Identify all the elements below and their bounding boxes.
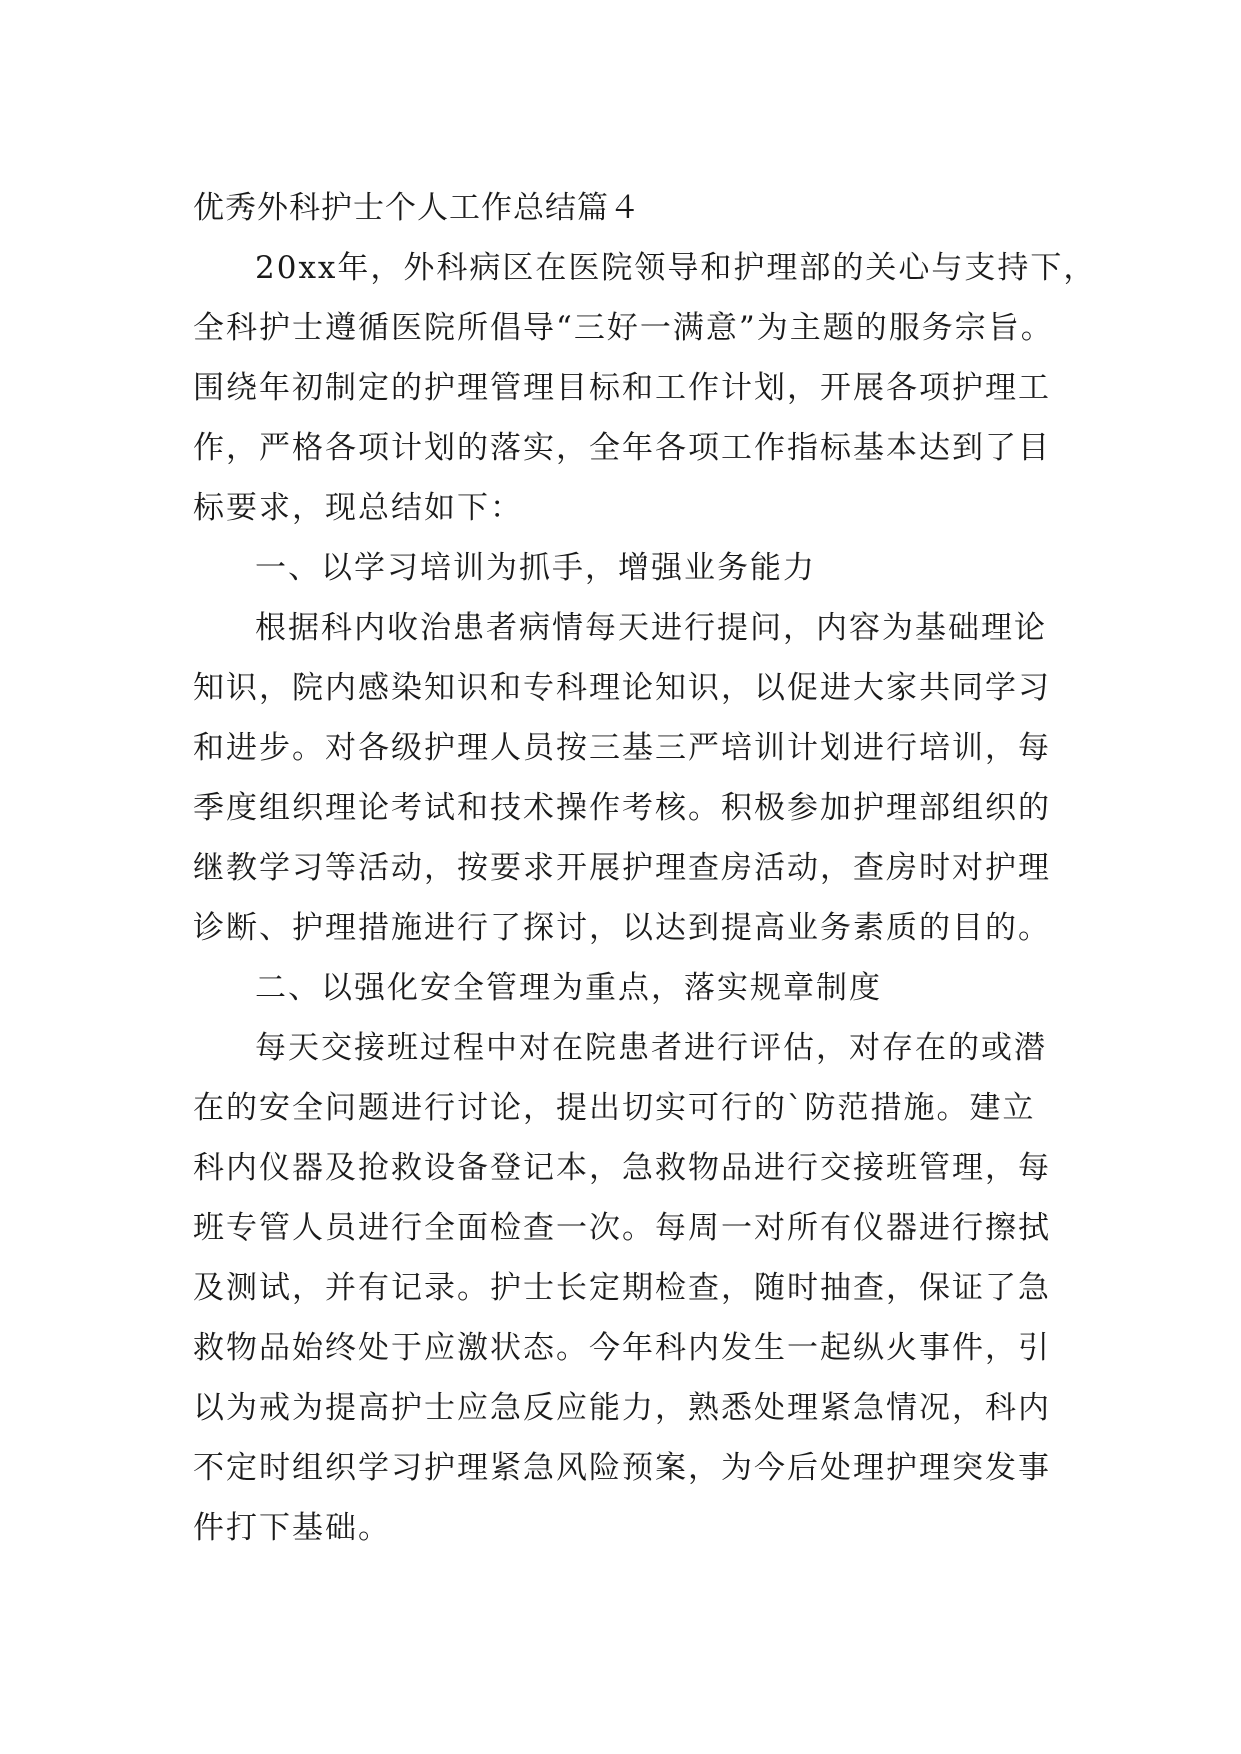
paragraph-line: 件打下基础。 [193, 1510, 391, 1546]
paragraph-line: 全科护士遵循医院所倡导“三好一满意”为主题的服务宗旨。 [193, 310, 1054, 346]
paragraph-line: 标要求，现总结如下： [193, 490, 523, 526]
paragraph-line: 在的安全问题进行讨论，提出切实可行的`防范措施。建立 [193, 1090, 1036, 1126]
section-heading: 二、以强化安全管理为重点，落实规章制度 [255, 970, 882, 1006]
paragraph-line: 及测试，并有记录。护士长定期检查，随时抽查，保证了急 [193, 1270, 1051, 1306]
paragraph-line: 知识，院内感染知识和专科理论知识，以促进大家共同学习 [193, 670, 1051, 706]
paragraph-line: 班专管人员进行全面检查一次。每周一对所有仪器进行擦拭 [193, 1210, 1051, 1246]
paragraph-line: 每天交接班过程中对在院患者进行评估，对存在的或潜 [255, 1030, 1047, 1066]
paragraph-line: 季度组织理论考试和技术操作考核。积极参加护理部组织的 [193, 790, 1051, 826]
paragraph-line: 救物品始终处于应激状态。今年科内发生一起纵火事件，引 [193, 1330, 1051, 1366]
paragraph-line: 诊断、护理措施进行了探讨，以达到提高业务素质的目的。 [193, 910, 1051, 946]
paragraph-line: 不定时组织学习护理紧急风险预案，为今后处理护理突发事 [193, 1450, 1051, 1486]
paragraph-line: 根据科内收治患者病情每天进行提问，内容为基础理论 [255, 610, 1047, 646]
paragraph-line: 以为戒为提高护士应急反应能力，熟悉处理紧急情况，科内 [193, 1390, 1051, 1426]
paragraph-line: 围绕年初制定的护理管理目标和工作计划，开展各项护理工 [193, 370, 1051, 406]
paragraph-line: 20xx年，外科病区在医院领导和护理部的关心与支持下， [255, 250, 1097, 286]
paragraph-line: 科内仪器及抢救设备登记本，急救物品进行交接班管理，每 [193, 1150, 1051, 1186]
document-title: 优秀外科护士个人工作总结篇４ [193, 190, 641, 226]
paragraph-line: 作，严格各项计划的落实，全年各项工作指标基本达到了目 [193, 430, 1051, 466]
paragraph-line: 继教学习等活动，按要求开展护理查房活动，查房时对护理 [193, 850, 1051, 886]
section-heading: 一、以学习培训为抓手，增强业务能力 [255, 550, 816, 586]
paragraph-line: 和进步。对各级护理人员按三基三严培训计划进行培训，每 [193, 730, 1051, 766]
